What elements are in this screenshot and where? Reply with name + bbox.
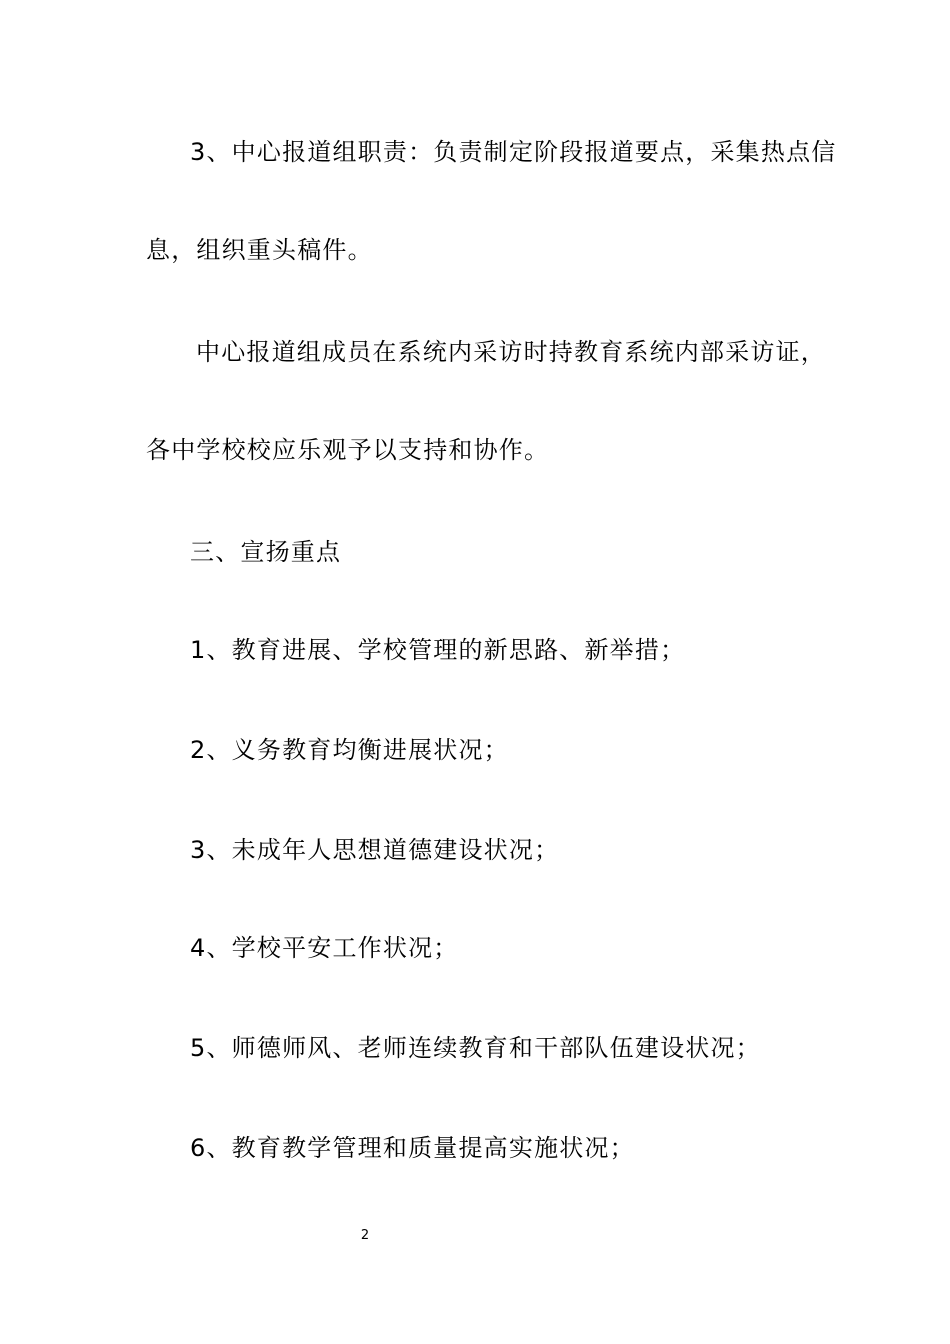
list-item-6: 6、教育教学管理和质量提高实施状况； xyxy=(190,1134,635,1162)
list-item-5: 5、师德师风、老师连续教育和干部队伍建设状况； xyxy=(190,1034,761,1062)
list-item-2: 2、义务教育均衡进展状况； xyxy=(190,736,509,764)
paragraph-line-3: 中心报道组成员在系统内采访时持教育系统内部采访证， xyxy=(196,338,826,366)
paragraph-line-4: 各中学校校应乐观予以支持和协作。 xyxy=(146,436,550,464)
list-item-4: 4、学校平安工作状况； xyxy=(190,934,459,962)
page-number: 2 xyxy=(360,1228,370,1243)
paragraph-line-1: 3、中心报道组职责：负责制定阶段报道要点，采集热点信 xyxy=(190,138,837,166)
list-item-3: 3、未成年人思想道德建设状况； xyxy=(190,836,560,864)
section-heading: 三、宣扬重点 xyxy=(190,538,342,566)
paragraph-line-2: 息，组织重头稿件。 xyxy=(146,236,373,264)
list-item-1: 1、教育进展、学校管理的新思路、新举措； xyxy=(190,636,686,664)
